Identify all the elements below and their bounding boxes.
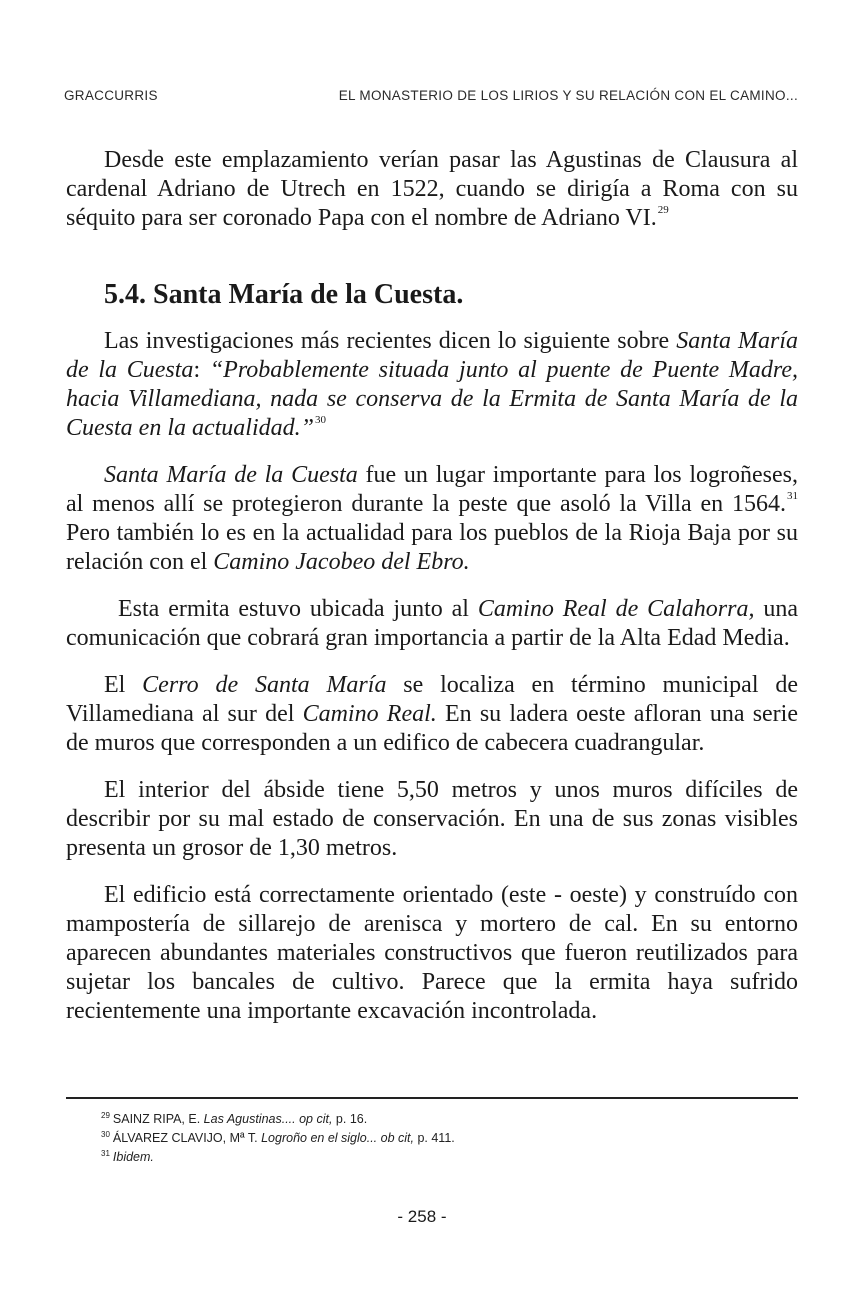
paragraph-text: Desde este emplazamiento verían pasar las Agustinas de Clausura al cardenal Adriano de Utrech en 1522, cuando se dirigía a Roma con su séquito para ser coronado Papa con el nombre de Adriano VI. bbox=[66, 147, 798, 231]
text-span: una comunicación que cobrará gran importancia a partir de la Alta Edad Media. bbox=[66, 596, 799, 651]
footnote-ref: 29 bbox=[657, 204, 669, 216]
footnote-number: 30 bbox=[101, 1130, 110, 1139]
footnote-text: p. 16. bbox=[332, 1112, 368, 1126]
text-span: : bbox=[193, 357, 210, 383]
text-span: En su ladera oeste afloran una serie de muros que corresponden a un edifico de cabecera cuadrangular. bbox=[66, 701, 798, 756]
footnote-text: p. 411. bbox=[413, 1131, 455, 1145]
italic-span: Cerro de Santa María bbox=[142, 672, 387, 698]
text-span: El bbox=[104, 672, 143, 698]
footnote-31 bbox=[100, 1148, 790, 1167]
footnote-text: SAINZ RIPA, E. bbox=[112, 1112, 204, 1126]
footnote-italic: Logroño en el siglo... ob cit, bbox=[261, 1131, 414, 1145]
paragraph-3 bbox=[66, 461, 798, 577]
paragraph-2 bbox=[66, 327, 798, 443]
body-text bbox=[66, 146, 798, 1044]
footnote-ref: 31 bbox=[787, 490, 798, 502]
paragraph-7: El edificio está correctamente orientado (este - oeste) y construído con mampostería de sillarejo de arenisca y mortero de cal. En su entorno aparecen abundantes materiales constructivos que fueron reutilizados para sujetar los bancales de cultivo. Parece que la ermita haya sufrido recientemente una importante excavación incontrolada. bbox=[66, 882, 798, 1024]
text-span: Pero también lo es en la actualidad para los pueblos de la Rioja Baja por su relación con el bbox=[66, 520, 798, 575]
footnote-italic: Ibidem. bbox=[112, 1150, 154, 1164]
italic-span: Camino Jacobeo del Ebro. bbox=[213, 549, 470, 575]
italic-span: Santa María de la Cuesta bbox=[104, 462, 358, 488]
text-span: se localiza en término municipal de Villamediana al sur del bbox=[66, 672, 798, 727]
footnote-29 bbox=[100, 1110, 790, 1129]
footnote-number: 29 bbox=[101, 1111, 110, 1120]
italic-quote: “Probablemente situada junto al puente de Puente Madre, hacia Villamediana, nada se conserva de la Ermita de Santa María de la Cuesta en la actualidad.” bbox=[66, 357, 798, 441]
footnote-30 bbox=[100, 1129, 790, 1148]
paragraph-5 bbox=[66, 671, 798, 758]
page-number: - 258 - bbox=[397, 1207, 447, 1226]
footnote-number: 31 bbox=[101, 1149, 110, 1158]
text-span: Las investigaciones más recientes dicen lo siguiente sobre bbox=[104, 328, 677, 354]
paragraph-4 bbox=[66, 595, 798, 653]
header-right: EL MONASTERIO DE LOS LIRIOS Y SU RELACIÓN CON EL CAMINO... bbox=[338, 88, 798, 103]
paragraph-1 bbox=[66, 146, 798, 233]
italic-span: Camino Real. bbox=[302, 701, 437, 727]
italic-span: Santa María de la Cuesta bbox=[66, 328, 799, 383]
footnote-text: ÁLVAREZ CLAVIJO, Mª T. bbox=[112, 1131, 262, 1145]
running-header bbox=[64, 88, 798, 103]
italic-span: Camino Real de Calahorra, bbox=[477, 596, 755, 622]
paragraph-6: El interior del ábside tiene 5,50 metros y unos muros difíciles de describir por su mal estado de conservación. En una de sus zonas visibles presenta un grosor de 1,30 metros. bbox=[66, 777, 798, 861]
section-title: 5.4. Santa María de la Cuesta. bbox=[104, 279, 464, 310]
header-left: GRACCURRIS bbox=[64, 88, 158, 103]
text-span: Esta ermita estuvo ubicada junto al bbox=[118, 596, 478, 622]
footnote-divider bbox=[66, 1097, 798, 1099]
footnote-ref: 30 bbox=[315, 414, 326, 426]
footnote-italic: Las Agustinas.... op cit, bbox=[203, 1112, 333, 1126]
footnotes bbox=[100, 1110, 790, 1167]
text-span: fue un lugar importante para los logroñeses, al menos allí se protegieron durante la peste que asoló la Villa en 1564. bbox=[66, 462, 799, 517]
